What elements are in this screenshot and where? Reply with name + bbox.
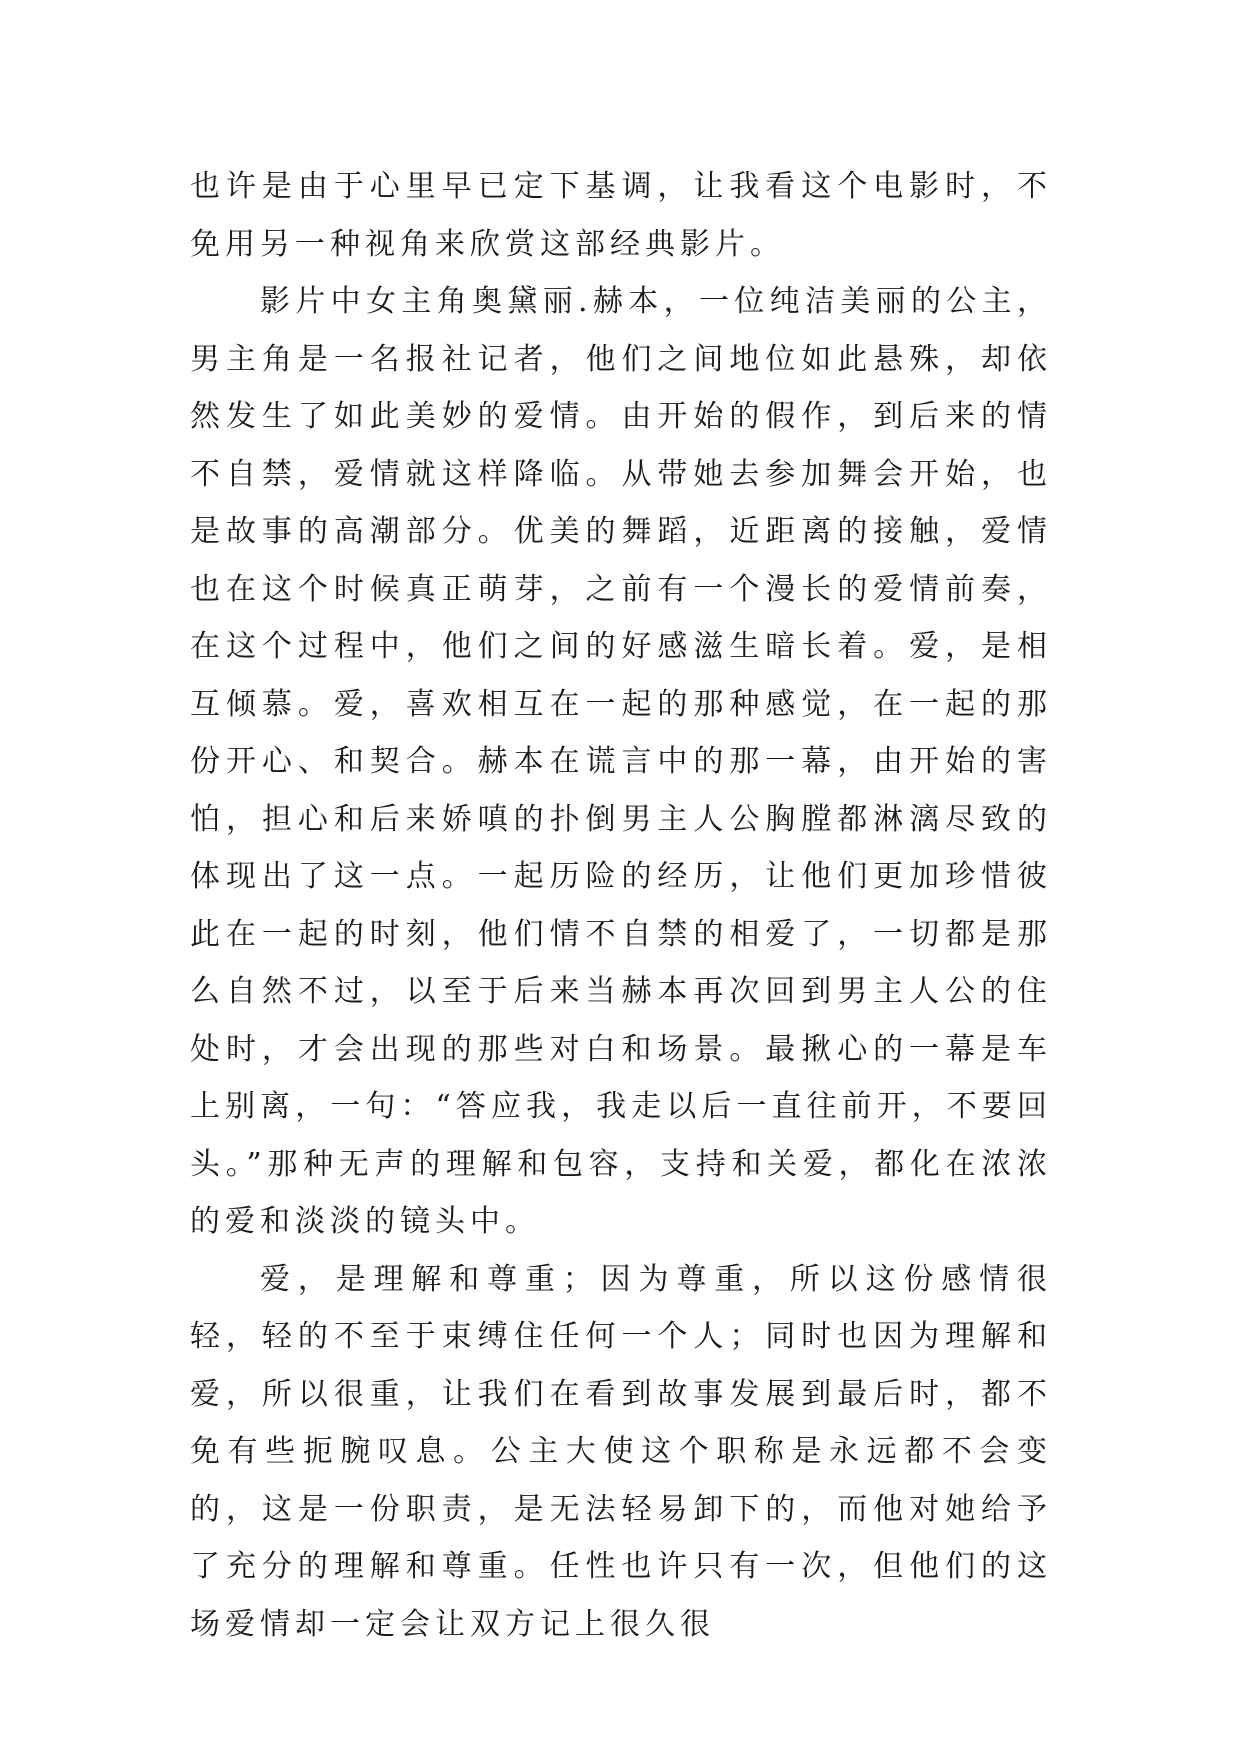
paragraph-respect: 爱，是理解和尊重；因为尊重，所以这份感情很轻，轻的不至于束缚住任何一个人；同时也因为理解和爱，所以很重，让我们在看到故事发展到最后时，都不免有些扼腕叹息。公主大使这个职称是永远都不会变的，这是一份职责，是无法轻易卸下的，而他对她给予了充分的理解和尊重。任性也许只有一次，但他们的这场爱情却一定会让双方记上很久很 bbox=[190, 1261, 1052, 1642]
paragraph-intro: 也许是由于心里早已定下基调，让我看这个电影时，不免用另一种视角来欣赏这部经典影片。 bbox=[190, 169, 1052, 262]
paragraph-plot: 影片中女主角奥黛丽.赫本，一位纯洁美丽的公主，男主角是一名报社记者，他们之间地位如此悬殊，却依然发生了如此美妙的爱情。由开始的假作，到后来的情不自禁，爱情就这样降临。从带她去参加舞会开始，也是故事的高潮部分。优美的舞蹈，近距离的接触，爱情也在这个时候真正萌芽，之前有一个漫长的爱情前奏，在这个过程中，他们之间的好感滋生暗长着。爱，是相互倾慕。爱，喜欢相互在一起的那种感觉，在一起的那份开心、和契合。赫本在谎言中的那一幕，由开始的害怕，担心和后来娇嗔的扑倒男主人公胸膛都淋漓尽致的体现出了这一点。一起历险的经历，让他们更加珍惜彼此在一起的时刻，他们情不自禁的相爱了，一切都是那么自然不过，以至于后来当赫本再次回到男主人公的住处时，才会出现的那些对白和场景。最揪心的一幕是车上别离，一句：“答应我，我走以后一直往前开，不要回头。”那种无声的理解和包容，支持和关爱，都化在浓浓的爱和淡淡的镜头中。 bbox=[190, 284, 1052, 1239]
document-body bbox=[190, 158, 1052, 1653]
